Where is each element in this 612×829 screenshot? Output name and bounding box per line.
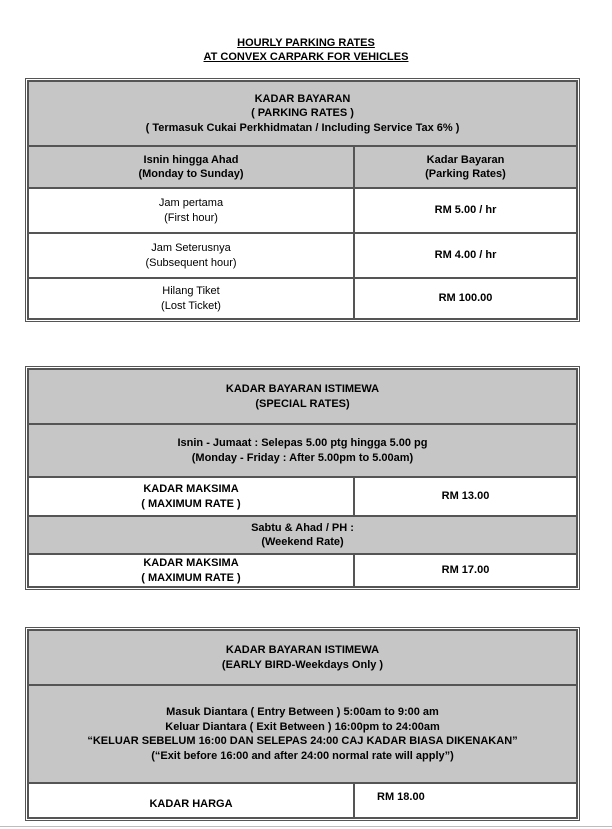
row-lost-ticket-label-malay: Hilang Tiket	[162, 285, 220, 297]
row-first-hour-rate: RM 5.00 / hr	[354, 188, 577, 233]
early-bird-price-label: KADAR HARGA	[28, 783, 354, 818]
early-bird-table	[25, 627, 580, 821]
page-title-line2: AT CONVEX CARPARK FOR VEHICLES	[203, 51, 409, 63]
early-bird-warning-english: (“Exit before 16:00 and after 24:00 normal rate will apply”)	[151, 749, 454, 762]
weekend-max-rate-label-english: ( MAXIMUM RATE )	[141, 571, 241, 584]
weekend-period-english: (Weekend Rate)	[261, 536, 344, 548]
column-header-days	[28, 146, 354, 188]
special-rates-header	[28, 369, 577, 424]
weekday-max-rate-label-english: ( MAXIMUM RATE )	[141, 497, 241, 510]
parking-rates-table	[25, 78, 580, 322]
early-bird-warning-malay: “KELUAR SEBELUM 16:00 DAN SELEPAS 24:00 CAJ KADAR BIASA DIKENAKAN”	[87, 735, 518, 747]
parking-rates-header	[28, 81, 577, 146]
weekend-max-rate-label	[28, 554, 354, 587]
row-lost-ticket-rate: RM 100.00	[354, 278, 577, 319]
row-lost-ticket-label	[28, 278, 354, 319]
early-bird-header-subtitle: (EARLY BIRD-Weekdays Only )	[221, 658, 384, 671]
special-rates-header-subtitle: (SPECIAL RATES)	[255, 397, 350, 410]
row-lost-ticket-label-english: (Lost Ticket)	[161, 299, 221, 312]
early-bird-entry-time: Masuk Diantara ( Entry Between ) 5:00am to 9:00 am	[166, 706, 439, 718]
weekend-period-malay: Sabtu & Ahad / PH :	[251, 521, 354, 534]
early-bird-exit-time: Keluar Diantara ( Exit Between ) 16:00pm to 24:00am	[165, 720, 440, 733]
column-header-days-english: (Monday to Sunday)	[138, 168, 244, 180]
early-bird-price-value: RM 18.00	[354, 783, 577, 818]
column-header-days-malay: Isnin hingga Ahad	[143, 153, 239, 166]
early-bird-header	[28, 630, 577, 685]
row-first-hour-label-english: (First hour)	[164, 211, 218, 224]
special-rates-table	[25, 366, 580, 590]
weekday-period-english: (Monday - Friday : After 5.00pm to 5.00am)	[191, 451, 414, 464]
row-first-hour-label	[28, 188, 354, 233]
column-header-rates	[354, 146, 577, 188]
parking-rates-header-title: KADAR BAYARAN	[254, 92, 351, 105]
row-first-hour-label-malay: Jam pertama	[158, 197, 224, 209]
weekday-period	[28, 424, 577, 477]
weekday-max-rate-label	[28, 477, 354, 516]
row-subsequent-hour-label-english: (Subsequent hour)	[145, 256, 237, 269]
weekday-max-rate-label-malay: KADAR MAKSIMA	[143, 483, 239, 495]
page-bottom-rule	[0, 826, 612, 827]
special-rates-header-title: KADAR BAYARAN ISTIMEWA	[225, 383, 380, 395]
weekday-period-malay: Isnin - Jumaat : Selepas 5.00 ptg hingga 5.00 pg	[177, 437, 428, 449]
weekend-max-rate-value: RM 17.00	[354, 554, 577, 587]
weekend-period	[28, 516, 577, 554]
early-bird-header-title: KADAR BAYARAN ISTIMEWA	[225, 644, 380, 656]
weekday-max-rate-value: RM 13.00	[354, 477, 577, 516]
weekend-max-rate-label-malay: KADAR MAKSIMA	[143, 557, 239, 569]
column-header-rates-malay: Kadar Bayaran	[426, 153, 505, 166]
early-bird-details	[28, 685, 577, 783]
parking-rates-header-subtitle: ( PARKING RATES )	[251, 107, 354, 120]
row-subsequent-hour-label	[28, 233, 354, 278]
page-title-line1: HOURLY PARKING RATES	[237, 37, 375, 49]
column-header-rates-english: (Parking Rates)	[425, 168, 506, 180]
parking-rates-header-tax-note: ( Termasuk Cukai Perkhidmatan / Including Service Tax 6% )	[145, 121, 460, 134]
row-subsequent-hour-rate: RM 4.00 / hr	[354, 233, 577, 278]
row-subsequent-hour-label-malay: Jam Seterusnya	[151, 242, 231, 254]
